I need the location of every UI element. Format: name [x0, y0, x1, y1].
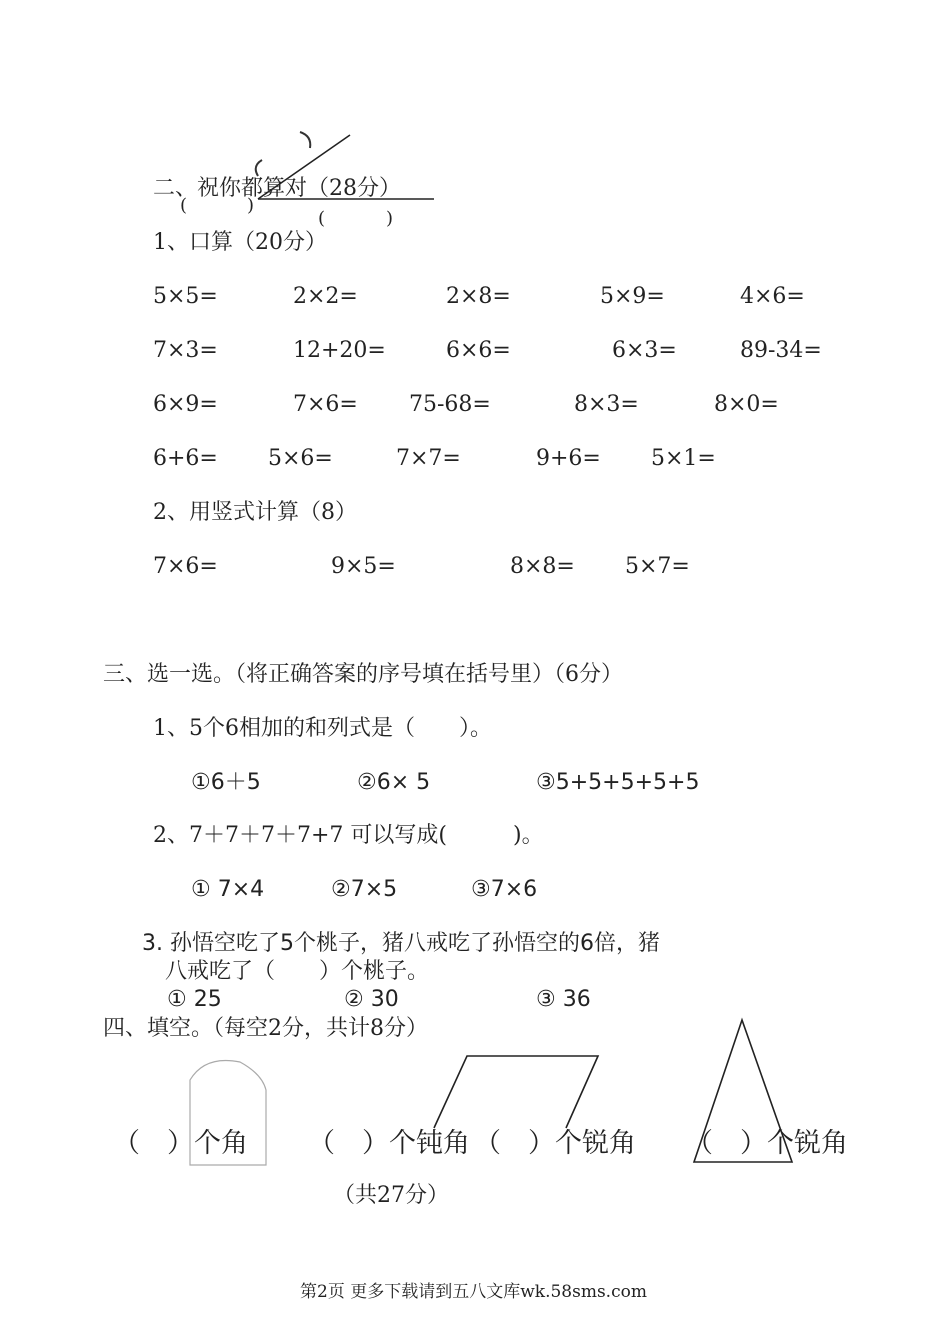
stray-paren-close-2: ) [386, 208, 394, 229]
problem-r3-c2: 7×6= [293, 392, 358, 417]
q1-option-2: ②6× 5 [357, 770, 431, 795]
part2-title: 2、用竖式计算（8） [153, 500, 357, 525]
section4-title: 四、填空。（每空2分，共计8分） [103, 1016, 428, 1041]
part1-title: 1、口算（20分） [153, 230, 327, 255]
problem-r4-c1: 6+6= [153, 446, 218, 471]
stray-paren-open-1: ( [180, 195, 188, 216]
trapezoid-shape [434, 1056, 598, 1128]
page-footer: 第2页 更多下载请到五八文库wk.58sms.com [300, 1282, 647, 1302]
problem-r2-c1: 7×3= [153, 338, 218, 363]
q1-option-1: ①6＋5 [191, 770, 261, 795]
stray-paren-open-2: ( [318, 208, 326, 229]
q2-option-2: ②7×5 [331, 877, 398, 902]
section3-title: 三、选一选。（将正确答案的序号填在括号里）（6分） [103, 662, 623, 687]
blank-acute-angles-triangle: （ ）个锐角 [686, 1128, 848, 1159]
section2-title: 二、祝你都算对（28分） [153, 176, 401, 201]
problem-r3-c4: 8×3= [574, 392, 639, 417]
blank-acute-angles-trapezoid: （ ）个锐角 [474, 1128, 636, 1159]
q1-text: 1、5个6相加的和列式是（ ）。 [153, 716, 492, 741]
q3-text-line2: 八戒吃了（ ）个桃子。 [165, 959, 430, 984]
q1-option-3: ③5+5+5+5+5 [536, 770, 700, 795]
stray-paren-close-1: ) [247, 195, 255, 216]
vertical-problem-2: 9×5= [331, 554, 396, 579]
q3-option-2: ② 30 [344, 987, 399, 1012]
problem-r1-c3: 2×8= [446, 284, 511, 309]
q3-option-3: ③ 36 [536, 987, 591, 1012]
q2-option-1: ① 7×4 [191, 877, 265, 902]
problem-r2-c2: 12+20= [293, 338, 386, 363]
q3-text-line1: 3. 孙悟空吃了5个桃子，猪八戒吃了孙悟空的6倍，猪 [142, 931, 660, 956]
blank-obtuse-angles: （ ）个钝角 [308, 1128, 470, 1159]
problem-r4-c4: 9+6= [536, 446, 601, 471]
problem-r2-c3: 6×6= [446, 338, 511, 363]
blank-angles: （ ）个角 [113, 1128, 248, 1159]
problem-r1-c2: 2×2= [293, 284, 358, 309]
problem-r3-c1: 6×9= [153, 392, 218, 417]
problem-r4-c5: 5×1= [651, 446, 716, 471]
q3-option-1: ① 25 [167, 987, 222, 1012]
problem-r1-c4: 5×9= [600, 284, 665, 309]
total-score: （共27分） [333, 1183, 449, 1208]
q2-option-3: ③7×6 [471, 877, 538, 902]
vertical-problem-1: 7×6= [153, 554, 218, 579]
stray-mark-left [256, 160, 262, 176]
vertical-problem-4: 5×7= [625, 554, 690, 579]
problem-r3-c3: 75-68= [409, 392, 491, 417]
problem-r1-c5: 4×6= [740, 284, 805, 309]
problem-r4-c2: 5×6= [268, 446, 333, 471]
stray-mark-top [300, 132, 310, 148]
q2-text: 2、7＋7＋7＋7+7 可以写成( )。 [153, 823, 544, 848]
problem-r1-c1: 5×5= [153, 284, 218, 309]
vertical-problem-3: 8×8= [510, 554, 575, 579]
problem-r2-c5: 89-34= [740, 338, 822, 363]
problem-r4-c3: 7×7= [396, 446, 461, 471]
problem-r2-c4: 6×3= [612, 338, 677, 363]
problem-r3-c5: 8×0= [714, 392, 779, 417]
